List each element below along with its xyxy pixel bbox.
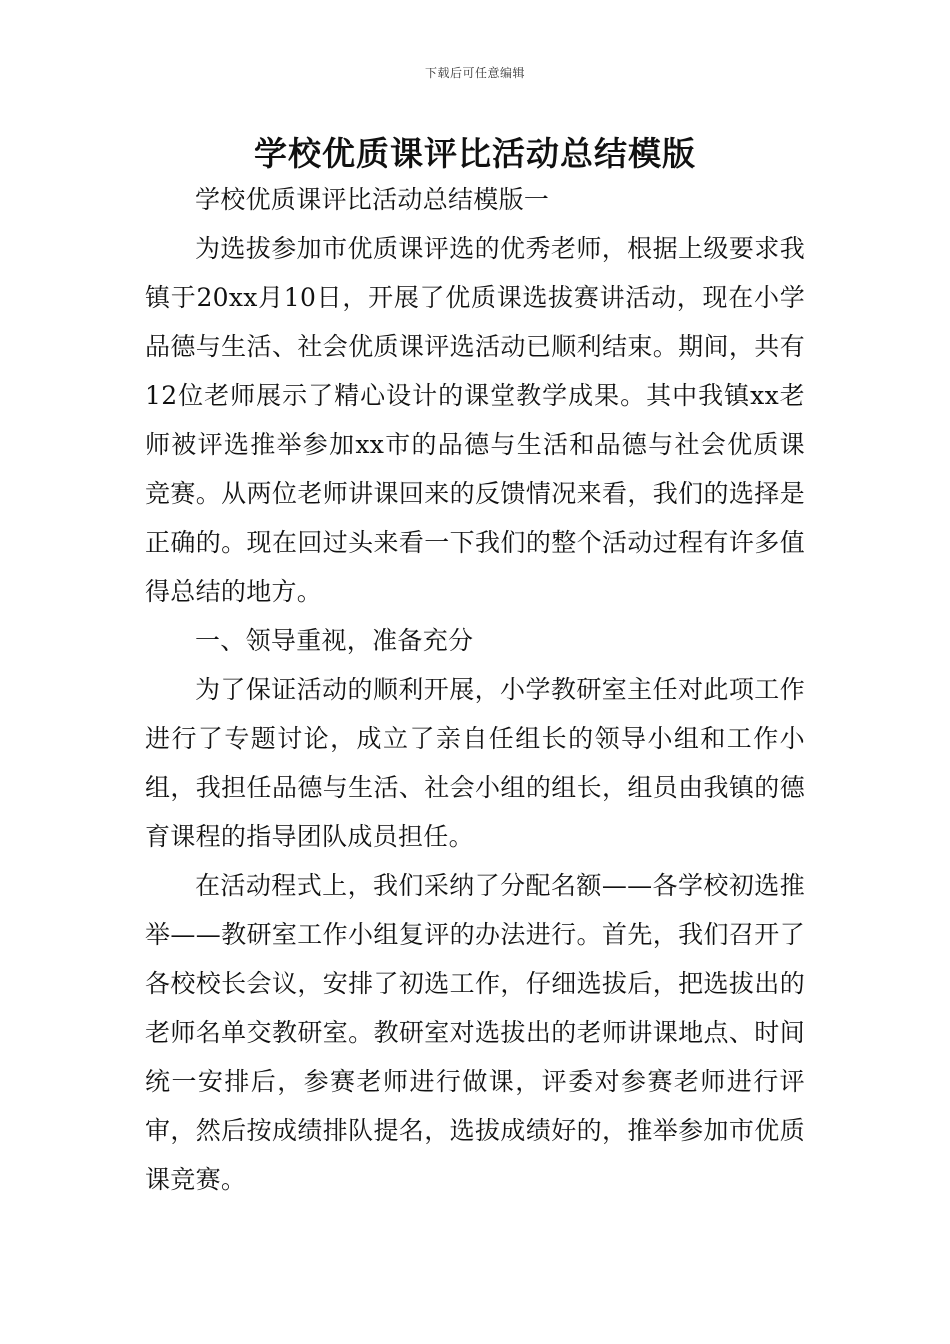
body-paragraph: 在活动程式上，我们采纳了分配名额——各学校初选推举——教研室工作小组复评的办法进行。首先，我们召开了各校校长会议，安排了初选工作，仔细选拔后，把选拔出的老师名单交教研室。教研室对选拔出的老师讲课地点、时间统一安排后，参赛老师进行做课，评委对参赛老师进行评审，然后按成绩排队提名，选拔成绩好的，推举参加市优质课竞赛。 <box>145 871 805 1194</box>
header-note: 下载后可任意编辑 <box>424 66 525 80</box>
document-title: 学校优质课评比活动总结模版 <box>254 134 696 173</box>
intro-paragraph: 为选拔参加市优质课评选的优秀老师，根据上级要求我镇于20xx月10日，开展了优质课选拔赛讲活动，现在小学品德与生活、社会优质课评选活动已顺利结束。期间，共有12位老师展示了精心设计的课堂教学成果。其中我镇xx老师被评选推举参加xx市的品德与生活和品德与社会优质课竞赛。从两位老师讲课回来的反馈情况来看，我们的选择是正确的。现在回过头来看一下我们的整个活动过程有许多值得总结的地方。 <box>145 234 805 606</box>
body-paragraph: 为了保证活动的顺利开展，小学教研室主任对此项工作进行了专题讨论，成立了亲自任组长的领导小组和工作小组，我担任品德与生活、社会小组的组长，组员由我镇的德育课程的指导团队成员担任。 <box>145 675 805 851</box>
section-heading: 一、领导重视，准备充分 <box>195 626 474 655</box>
subtitle-paragraph: 学校优质课评比活动总结模版一 <box>195 185 550 214</box>
document-body <box>145 175 805 1204</box>
